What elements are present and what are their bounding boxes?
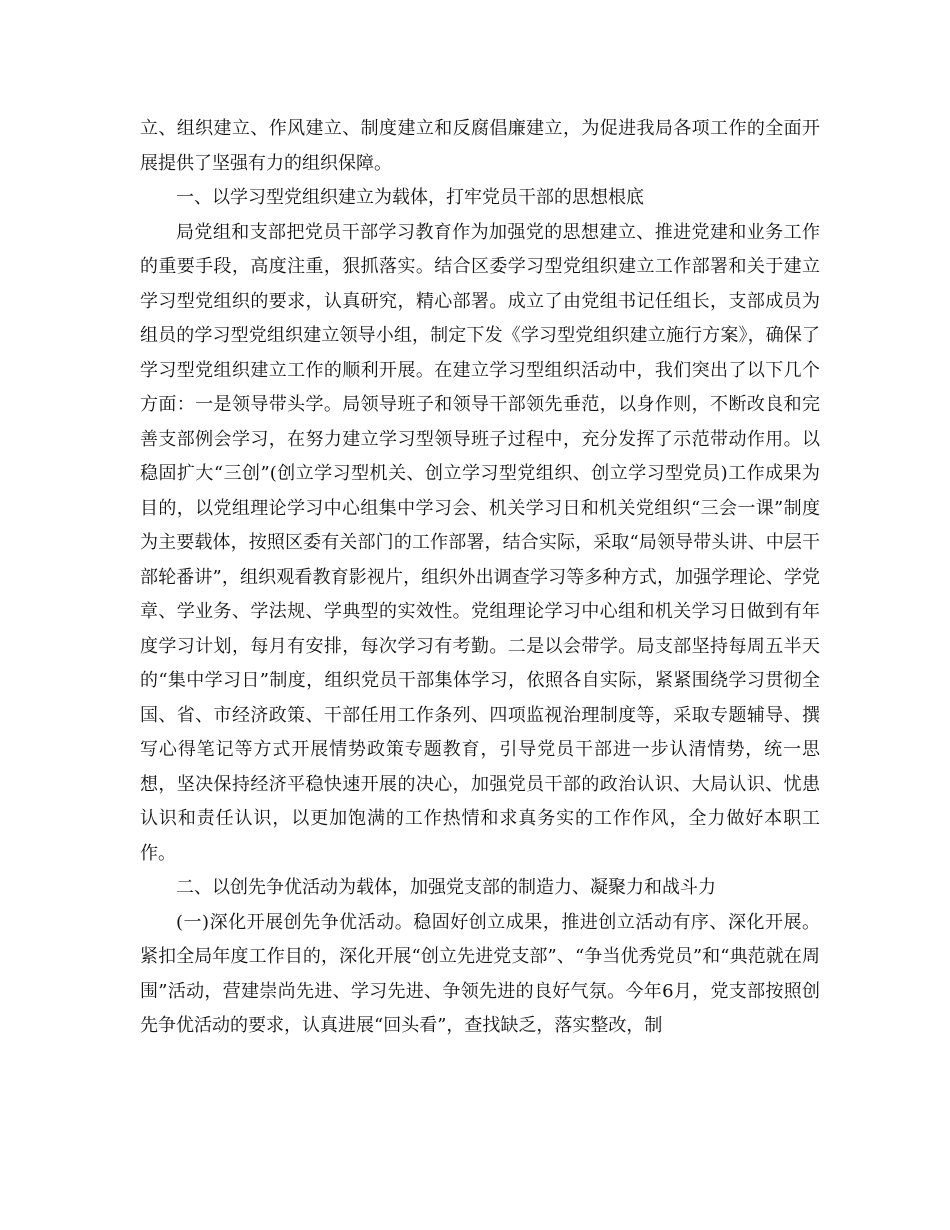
section-heading-1: 一、以学习型党组织建立为载体，打牢党员干部的思想根底 — [176, 187, 644, 208]
document-body — [140, 112, 820, 1044]
section-heading-2: 二、以创先争优活动为载体，加强党支部的制造力、凝聚力和战斗力 — [176, 877, 716, 898]
paragraph-3: (一)深化开展创先争优活动。稳固好创立成果，推进创立活动有序、深化开展。紧扣全局年度工作目的，深化开展“创立先进党支部”、“争当优秀党员”和“典范就在周围”活动，营建崇尚先进、学习先进、争领先进的良好气氛。今年6月，党支部按照创先争优活动的要求，认真进展“回头看”，查找缺乏，落实整改，制 — [140, 911, 820, 1036]
paragraph-1: 立、组织建立、作风建立、制度建立和反腐倡廉建立，为促进我局各项工作的全面开展提供了坚强有力的组织保障。 — [140, 118, 820, 174]
paragraph-2: 局党组和支部把党员干部学习教育作为加强党的思想建立、推进党建和业务工作的重要手段，高度注重，狠抓落实。结合区委学习型党组织建立工作部署和关于建立学习型党组织的要求，认真研究，精心部署。成立了由党组书记任组长，支部成员为组员的学习型党组织建立领导小组，制定下发《学习型党组织建立施行方案》，确保了学习型党组织建立工作的顺利开展。在建立学习型组织活动中，我们突出了以下几个方面：一是领导带头学。局领导班子和领导干部领先垂范，以身作则，不断改良和完善支部例会学习，在努力建立学习型领导班子过程中，充分发挥了示范带动作用。以稳固扩大“三创”(创立学习型机关、创立学习型党组织、创立学习型党员)工作成果为目的，以党组理论学习中心组集中学习会、机关学习日和机关党组织“三会一课”制度为主要载体，按照区委有关部门的工作部署，结合实际，采取“局领导带头讲、中层干部轮番讲”，组织观看教育影视片，组织外出调查学习等多种方式，加强学理论、学党章、学业务、学法规、学典型的实效性。党组理论学习中心组和机关学习日做到有年度学习计划，每月有安排，每次学习有考勤。二是以会带学。局支部坚持每周五半天的“集中学习日”制度，组织党员干部集体学习，依照各自实际，紧紧围绕学习贯彻全国、省、市经济政策、干部任用工作条列、四项监视治理制度等，采取专题辅导、撰写心得笔记等方式开展情势政策专题教育，引导党员干部进一步认清情势，统一思想，坚决保持经济平稳快速开展的决心，加强党员干部的政治认识、大局认识、忧患认识和责任认识，以更加饱满的工作热情和求真务实的工作作风，全力做好本职工作。 — [140, 221, 820, 864]
